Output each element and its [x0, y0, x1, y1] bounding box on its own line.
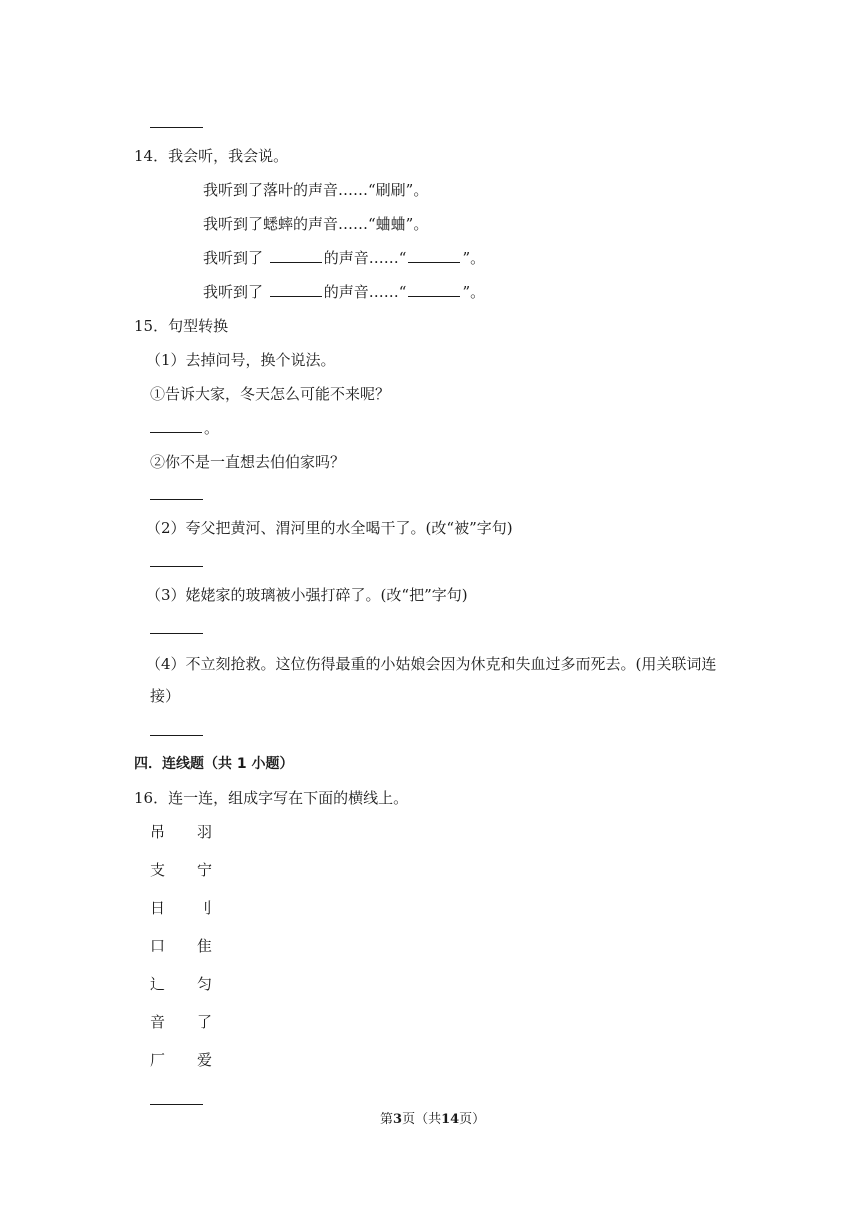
q16-left-item[interactable]: 日: [150, 899, 166, 917]
q14-line-4-b: 的声音……“: [323, 283, 407, 301]
q14-line-3-c: ”。: [462, 249, 486, 267]
answer-blank[interactable]: [270, 248, 322, 263]
page-footer: [380, 1110, 485, 1130]
answer-blank[interactable]: [270, 282, 322, 297]
q16-right-item[interactable]: 刂: [197, 899, 213, 917]
footer-suffix: 页）: [459, 1112, 486, 1127]
q16-left-item[interactable]: 支: [150, 861, 166, 879]
q16-right-item[interactable]: 爱: [197, 1051, 213, 1069]
q15-part-2: （2）夸父把黄河、渭河里的水全喝干了。(改“被”字句): [146, 519, 513, 537]
q14-line-4: [203, 282, 485, 302]
q14-line-3-a: 我听到了: [203, 249, 264, 267]
q14-line-3: [203, 248, 485, 268]
q14-line-2: 我听到了蟋蟀的声音……“蛐蛐”。: [203, 215, 429, 233]
q15-part-1-item-1-answer: [150, 418, 219, 438]
answer-line[interactable]: [150, 499, 203, 500]
q16-right-item[interactable]: 了: [197, 1013, 213, 1031]
period: 。: [204, 419, 220, 437]
footer-page-number: 3: [393, 1112, 403, 1127]
answer-line[interactable]: [150, 1104, 203, 1105]
q16-left-item[interactable]: 音: [150, 1013, 166, 1031]
q14-title: 14．我会听，我会说。: [134, 147, 289, 165]
q15-part-1-item-1: ①告诉大家，冬天怎么可能不来呢？: [150, 385, 391, 403]
q16-left-item[interactable]: 口: [150, 937, 166, 955]
answer-blank[interactable]: [150, 418, 202, 433]
q14-line-1: 我听到了落叶的声音……“刷刷”。: [203, 181, 429, 199]
answer-line[interactable]: [150, 566, 203, 567]
q16-left-item[interactable]: 辶: [150, 975, 166, 993]
q15-part-1: （1）去掉问号，换个说法。: [146, 351, 336, 369]
q14-line-3-b: 的声音……“: [323, 249, 407, 267]
q15-part-1-item-2: ②你不是一直想去伯伯家吗？: [150, 453, 346, 471]
q15-title: 15．句型转换: [134, 317, 229, 335]
answer-blank[interactable]: [408, 282, 460, 297]
q16-left-item[interactable]: 厂: [150, 1051, 166, 1069]
q14-line-4-a: 我听到了: [203, 283, 264, 301]
answer-line[interactable]: [150, 633, 203, 634]
answer-line[interactable]: [150, 735, 203, 736]
section-4-title: 四．连线题（共 1 小题）: [134, 756, 294, 772]
footer-prefix: 第: [380, 1112, 394, 1127]
q16-left-item[interactable]: 吊: [150, 823, 166, 841]
q16-right-item[interactable]: 匀: [197, 975, 213, 993]
q14-line-4-c: ”。: [462, 283, 486, 301]
q15-part-3: （3）姥姥家的玻璃被小强打碎了。(改“把”字句): [146, 586, 468, 604]
q16-right-item[interactable]: 宁: [197, 861, 213, 879]
footer-mid: 页（共: [402, 1112, 442, 1127]
answer-blank[interactable]: [408, 248, 460, 263]
q15-part-4-line-1: （4）不立刻抢救。这位伤得最重的小姑娘会因为休克和失血过多而死去。(用关联词连: [146, 655, 717, 673]
q16-right-item[interactable]: 羽: [197, 823, 213, 841]
q16-title: 16．连一连，组成字写在下面的横线上。: [134, 789, 409, 807]
q15-part-4-line-2: 接）: [150, 687, 181, 705]
footer-total-pages: 14: [441, 1112, 460, 1127]
q16-right-item[interactable]: 隹: [197, 937, 213, 955]
answer-line-top: [150, 127, 203, 128]
